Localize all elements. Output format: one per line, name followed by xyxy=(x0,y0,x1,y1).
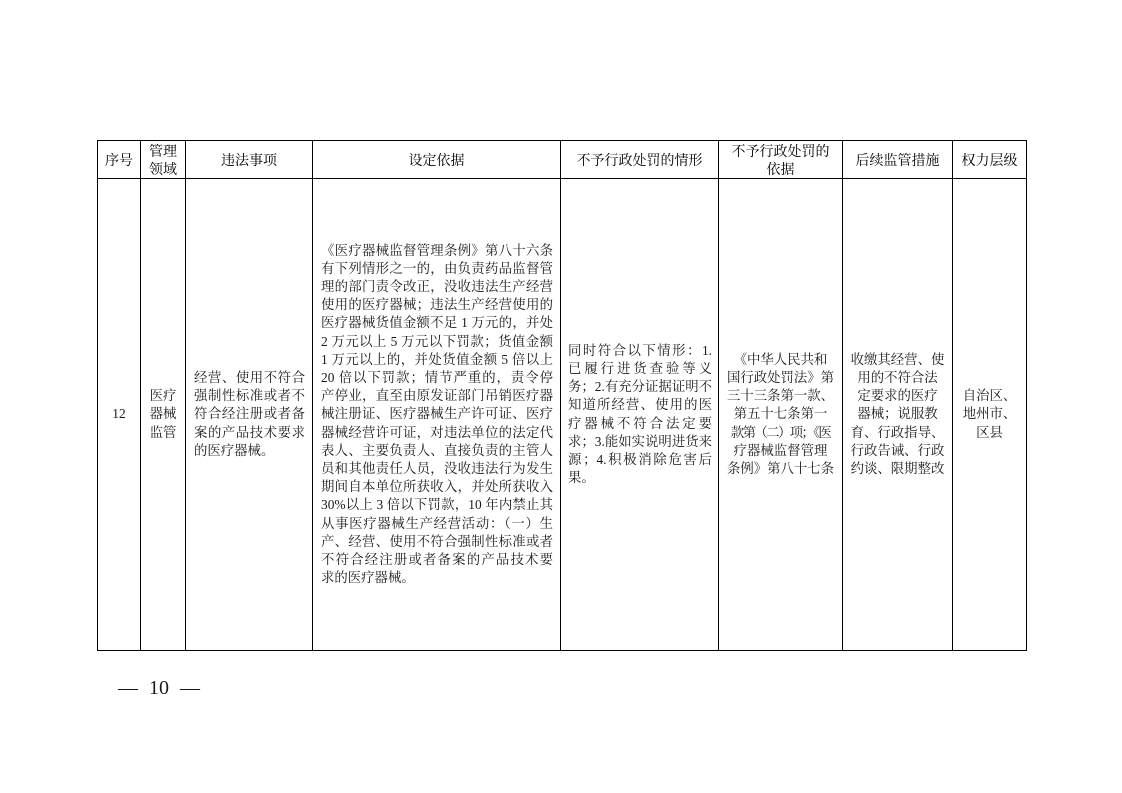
basis-line: 有下列情形之一的，由负责药品监督管 xyxy=(321,260,553,276)
basis-line: 械注册证、医疗器械生产许可证、医疗 xyxy=(321,406,553,422)
exemption-conditions-line: 务；2.有充分证据证明不 xyxy=(568,379,712,395)
row-index-value: 12 xyxy=(112,406,126,422)
header-follow-up xyxy=(843,141,953,179)
violation-line: 符合经注册或者备 xyxy=(194,406,305,422)
table-header-row xyxy=(98,141,1027,179)
basis-line: 表人、主要负责人、直接负责的主管人 xyxy=(321,442,553,458)
basis-line: 产停业，直至由原发证部门吊销医疗器 xyxy=(321,388,553,404)
basis-line: 产、经营、使用不符合强制性标准或者 xyxy=(321,533,553,549)
follow-up-line: 器械；说服教 xyxy=(857,406,938,422)
basis-line: 使用的医疗器械；违法生产经营使用的 xyxy=(321,297,553,313)
exemption-conditions-line: 求；3.能如实说明进货来 xyxy=(568,433,712,449)
domain-line: 器械 xyxy=(149,406,177,422)
exemption-basis-line: 第五十七条第一 xyxy=(733,406,828,422)
basis-line: 求的医疗器械。 xyxy=(321,570,415,586)
basis-line: 期间自本单位所获收入，并处所获收入 xyxy=(321,479,553,495)
basis-line: 2 万元以上 5 万元以下罚款；货值金额 xyxy=(321,333,553,349)
follow-up-line: 约谈、限期整改 xyxy=(850,461,945,476)
follow-up-line: 定要求的医疗 xyxy=(857,388,938,404)
exemption-basis-line: 条例》第八十七条 xyxy=(726,461,835,476)
page-number: — 10 — xyxy=(118,677,200,699)
domain-line: 监管 xyxy=(149,424,177,440)
header-basis xyxy=(313,141,561,179)
exemption-conditions-line: 疗器械不符合法定要 xyxy=(568,415,712,431)
exemption-basis-line: 国行政处罚法》第 xyxy=(726,369,835,385)
domain-line: 医疗 xyxy=(149,388,177,404)
violation-line: 的医疗器械。 xyxy=(194,442,275,458)
basis-line: 从事医疗器械生产经营活动：（一）生 xyxy=(321,515,553,531)
table-body xyxy=(98,179,1027,651)
header-domain xyxy=(141,141,186,179)
header-index xyxy=(98,141,141,179)
authority-level-line: 地州市、 xyxy=(962,406,1017,422)
header-domain-label: 领域 xyxy=(149,160,177,177)
exemption-conditions-line: 果。 xyxy=(568,470,595,486)
penalty-exemption-table xyxy=(97,140,1027,651)
header-domain-label: 管理 xyxy=(149,142,177,159)
follow-up-line: 收缴其经营、使 xyxy=(850,351,945,367)
basis-line: 20 倍以下罚款；情节严重的，责令停 xyxy=(321,369,553,385)
exemption-conditions-line: 源；4.积极消除危害后 xyxy=(568,451,712,467)
cell-index xyxy=(98,179,141,651)
violation-line: 强制性标准或者不 xyxy=(194,388,305,404)
basis-line: 30%以上 3 倍以下罚款，10 年内禁止其 xyxy=(321,497,553,513)
basis-line: 医疗器械货值金额不足 1 万元的，并处 xyxy=(321,315,553,331)
exemption-conditions-line: 知道所经营、使用的医 xyxy=(568,397,712,413)
cell-follow-up xyxy=(843,179,953,651)
basis-line: 器械经营许可证，对违法单位的法定代 xyxy=(321,424,553,440)
header-exemption-basis-label: 依据 xyxy=(766,160,795,177)
basis-line: 1 万元以上的，并处货值金额 5 倍以上 xyxy=(321,351,553,367)
header-authority-level-label: 权力层级 xyxy=(961,151,1018,168)
table-row xyxy=(98,179,1027,651)
header-basis-label: 设定依据 xyxy=(408,151,465,168)
exemption-conditions-line: 已履行进货查验等义 xyxy=(568,360,712,376)
basis-line: 理的部门责令改正，没收违法生产经营 xyxy=(321,278,553,294)
cell-violation xyxy=(186,179,313,651)
cell-exemption-conditions xyxy=(561,179,719,651)
follow-up-line: 用的不符合法 xyxy=(857,369,938,385)
basis-line: 员和其他责任人员，没收违法行为发生 xyxy=(321,461,553,476)
basis-line: 《医疗器械监督管理条例》第八十六条 xyxy=(321,242,553,258)
cell-basis xyxy=(313,179,561,651)
exemption-basis-line: 款第（二）项；《医 xyxy=(730,424,831,440)
basis-line: 不符合经注册或者备案的产品技术要 xyxy=(321,552,553,568)
violation-line: 经营、使用不符合 xyxy=(194,369,305,385)
follow-up-line: 行政告诫、行政 xyxy=(850,442,945,458)
cell-exemption-basis xyxy=(719,179,843,651)
table-head xyxy=(98,141,1027,179)
follow-up-line: 育、行政指导、 xyxy=(850,424,945,440)
authority-level-line: 自治区、 xyxy=(962,388,1017,404)
exemption-basis-line: 《中华人民共和 xyxy=(733,351,828,367)
cell-authority-level xyxy=(953,179,1027,651)
header-follow-up-label: 后续监管措施 xyxy=(855,151,940,168)
header-exemption-conditions xyxy=(561,141,719,179)
exemption-basis-line: 疗器械监督管理 xyxy=(733,442,828,458)
header-exemption-conditions-label: 不予行政处罚的情形 xyxy=(576,151,703,168)
authority-level-line: 区县 xyxy=(976,424,1003,440)
header-violation xyxy=(186,141,313,179)
exemption-conditions-line: 同时符合以下情形：1. xyxy=(568,342,712,358)
header-index-label: 序号 xyxy=(105,151,133,168)
exemption-basis-line: 三十三条第一款、 xyxy=(726,388,835,404)
header-authority-level xyxy=(953,141,1027,179)
header-violation-label: 违法事项 xyxy=(221,151,277,168)
violation-line: 案的产品技术要求 xyxy=(194,424,305,440)
header-exemption-basis xyxy=(719,141,843,179)
cell-domain xyxy=(141,179,186,651)
header-exemption-basis-label: 不予行政处罚的 xyxy=(731,142,830,159)
